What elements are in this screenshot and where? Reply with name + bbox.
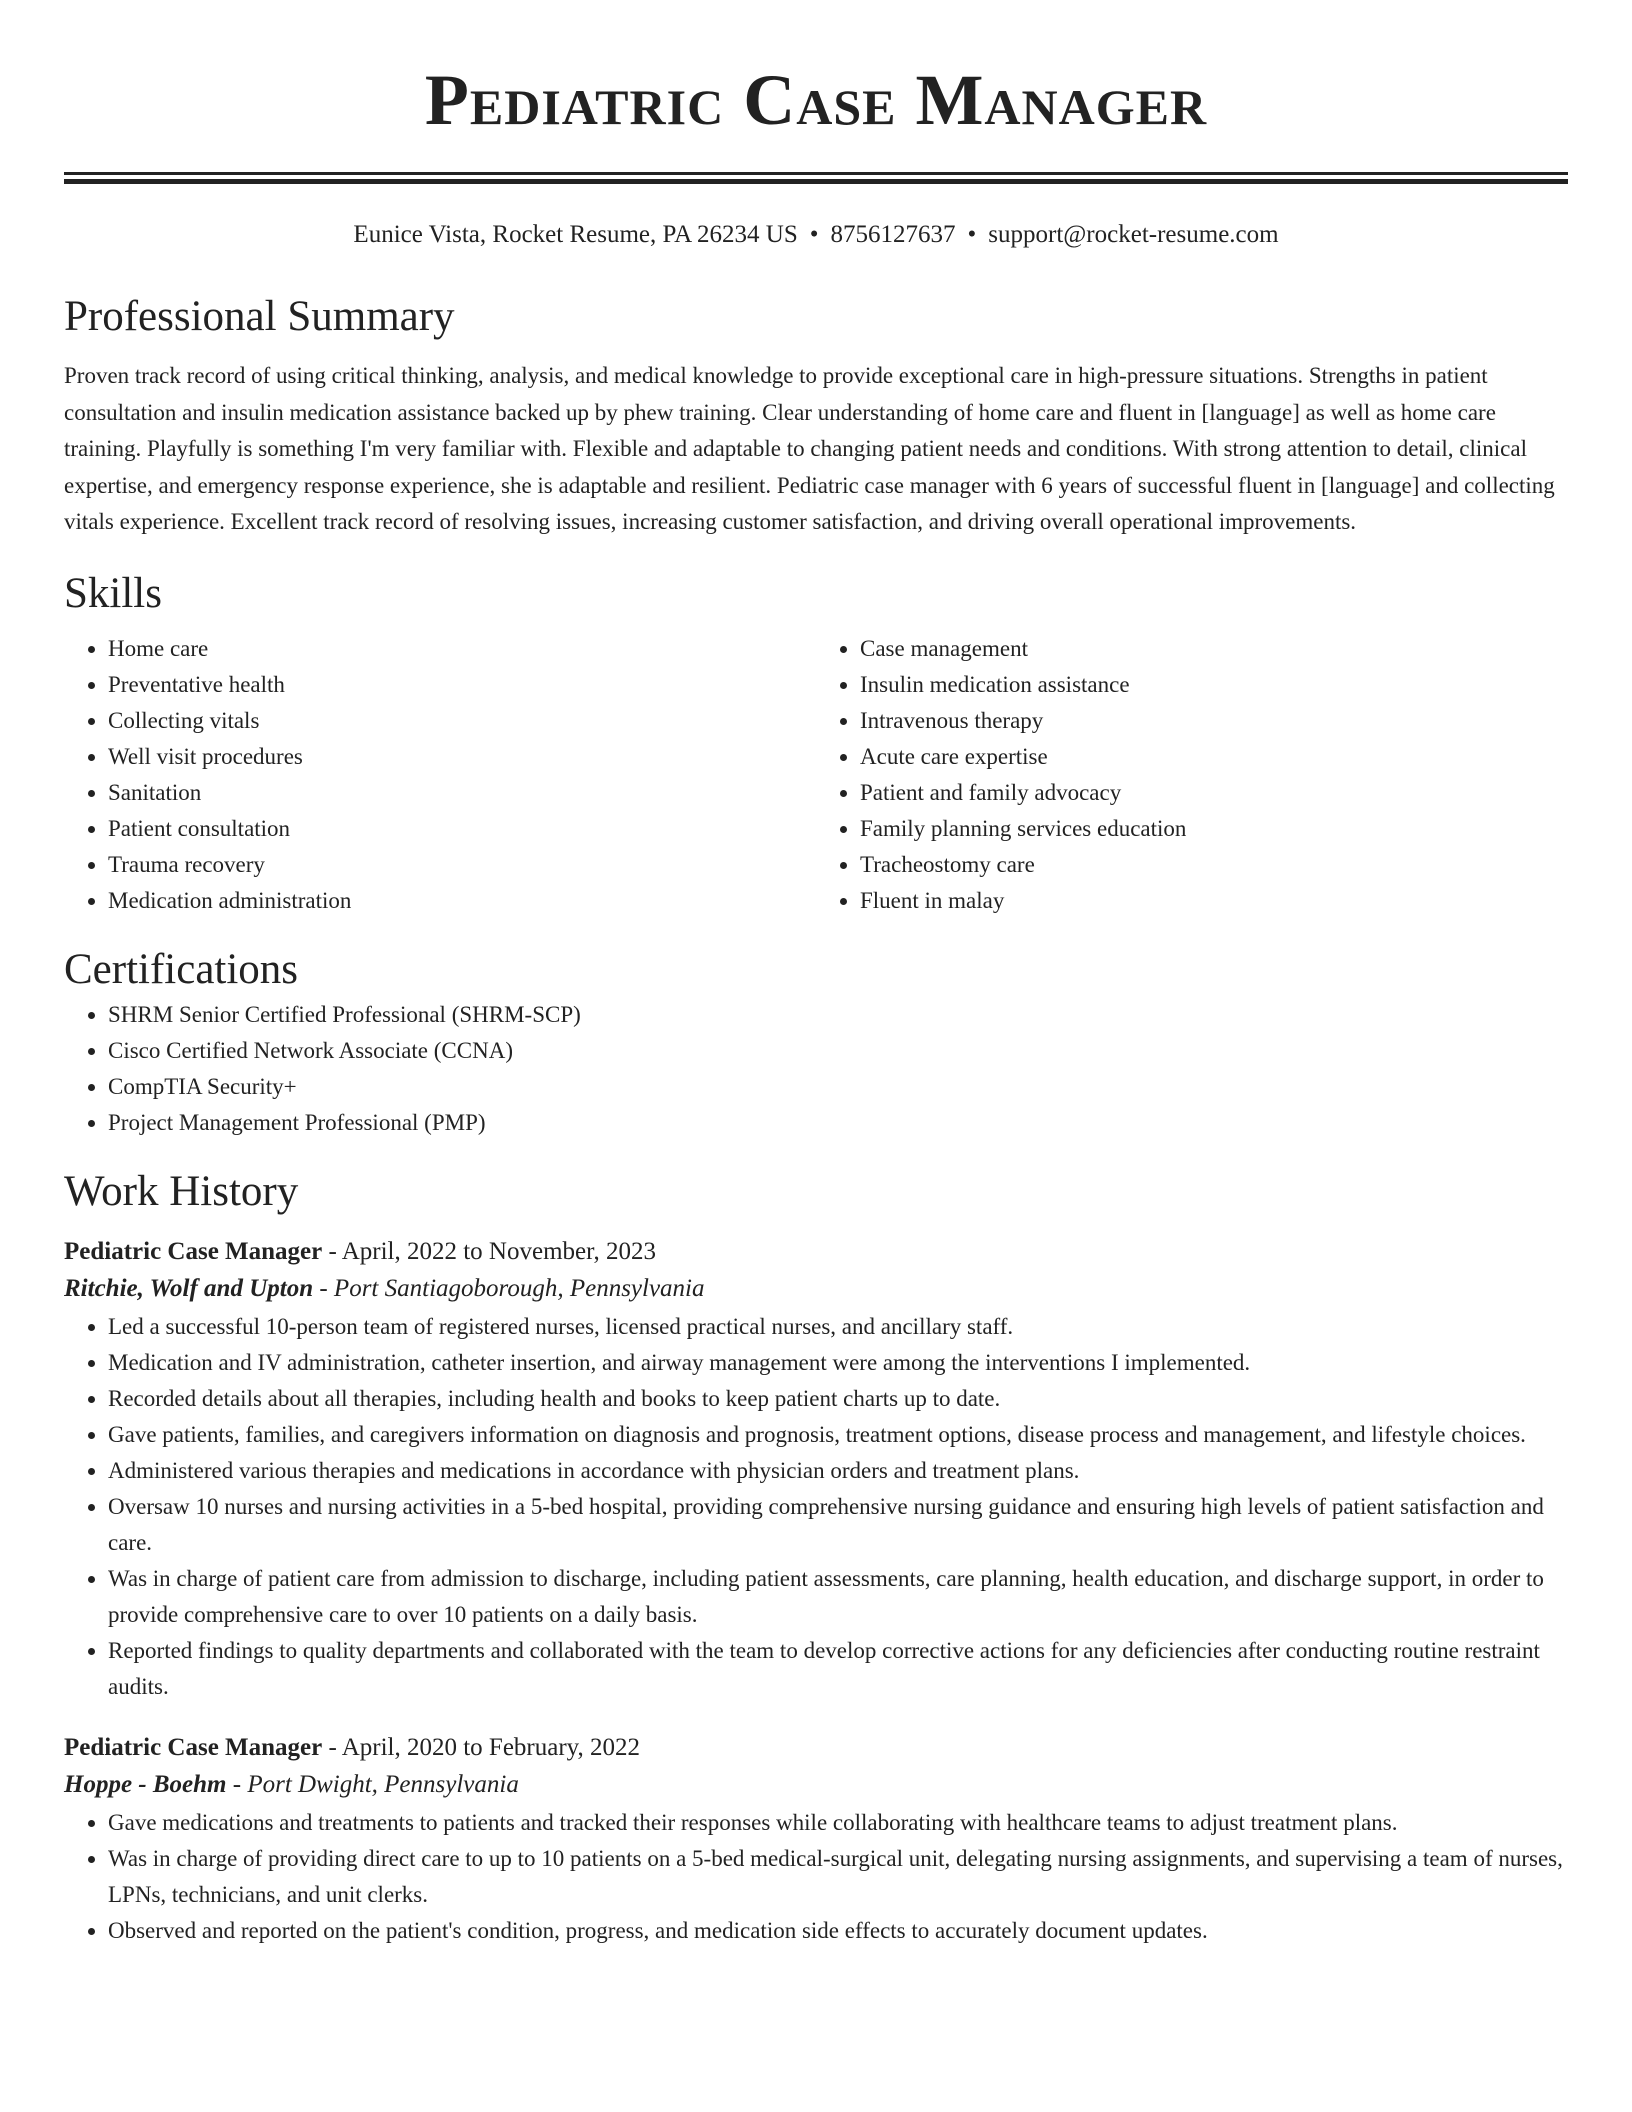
- company-name: Hoppe - Boehm: [64, 1770, 227, 1798]
- job-dates: - April, 2020 to February, 2022: [322, 1733, 641, 1761]
- job-duties-list: [64, 1805, 1568, 1949]
- contact-separator: •: [809, 221, 819, 248]
- summary-heading: Professional Summary: [64, 293, 455, 340]
- skill-item: • Family planning services education: [860, 811, 1568, 847]
- job-title-line: [64, 1235, 1568, 1269]
- skill-item: • Acute care expertise: [860, 739, 1568, 775]
- contact-phone: 8756127637: [830, 221, 956, 248]
- skill-item: • Home care: [108, 631, 816, 667]
- company-location: - Port Dwight, Pennsylvania: [226, 1770, 519, 1798]
- skills-columns: [64, 631, 1568, 919]
- skill-item: • Insulin medication assistance: [860, 667, 1568, 703]
- certification-item: • SHRM Senior Certified Professional (SHRM-SCP): [108, 997, 1568, 1033]
- job-title-line: [64, 1731, 1568, 1765]
- job-duties-list: [64, 1309, 1568, 1705]
- skill-item: • Patient and family advocacy: [860, 775, 1568, 811]
- skills-heading: Skills: [64, 569, 162, 617]
- certification-item: • CompTIA Security+: [108, 1069, 1568, 1105]
- certification-item: • Cisco Certified Network Associate (CCNA): [108, 1033, 1568, 1069]
- resume-title: Pediatric Case Manager: [424, 60, 1208, 140]
- job-duty-item: • Gave patients, families, and caregivers information on diagnosis and prognosis, treatment options, disease process and management, and lifestyle choices.: [108, 1417, 1568, 1453]
- summary-text: Proven track record of using critical thinking, analysis, and medical knowledge to provide exceptional care in high-pressure situations. Strengths in patient consultation and insulin medication assistance backed up by phew training. Clear understanding of home care and fluent in [language] as well as home care training. Playfully is something I'm very familiar with. Flexible and adaptable to changing patient needs and conditions. With strong attention to detail, clinical expertise, and emergency response experience, she is adaptable and resilient. Pediatric case manager with 6 years of successful fluent in [language] and collecting vitals experience. Excellent track record of resolving issues, increasing customer satisfaction, and driving overall operational improvements.: [64, 363, 1555, 534]
- job-entry: [64, 1731, 1568, 1949]
- job-title: Pediatric Case Manager: [64, 1733, 323, 1761]
- job-duty-item: • Was in charge of providing direct care to up to 10 patients on a 5-bed medical-surgical unit, delegating nursing assignments, and supervising a team of nurses, LPNs, technicians, and unit clerks.: [108, 1841, 1568, 1913]
- title-double-rule: [64, 172, 1568, 184]
- certification-item: • Project Management Professional (PMP): [108, 1105, 1568, 1141]
- skill-item: • Intravenous therapy: [860, 703, 1568, 739]
- job-duty-item: • Administered various therapies and medications in accordance with physician orders and treatment plans.: [108, 1453, 1568, 1489]
- job-duty-item: • Was in charge of patient care from admission to discharge, including patient assessments, care planning, health education, and discharge support, in order to provide comprehensive care to over 10 patients on a daily basis.: [108, 1561, 1568, 1633]
- job-title: Pediatric Case Manager: [64, 1237, 323, 1265]
- skill-item: • Tracheostomy care: [860, 847, 1568, 883]
- job-entry: [64, 1235, 1568, 1705]
- job-duty-item: • Medication and IV administration, catheter insertion, and airway management were among the interventions I implemented.: [108, 1345, 1568, 1381]
- company-location: - Port Santiagoborough, Pennsylvania: [313, 1274, 705, 1302]
- skill-item: • Preventative health: [108, 667, 816, 703]
- job-duty-item: • Oversaw 10 nurses and nursing activities in a 5-bed hospital, providing comprehensive nursing guidance and ensuring high levels of patient satisfaction and care.: [108, 1489, 1568, 1561]
- skill-item: • Well visit procedures: [108, 739, 816, 775]
- skill-item: • Trauma recovery: [108, 847, 816, 883]
- job-duty-item: • Reported findings to quality departments and collaborated with the team to develop corrective actions for any deficiencies after conducting routine restraint audits.: [108, 1633, 1568, 1705]
- company-name: Ritchie, Wolf and Upton: [64, 1274, 314, 1302]
- contact-separator: •: [967, 221, 977, 248]
- skill-item: • Fluent in malay: [860, 883, 1568, 919]
- contact-address: Eunice Vista, Rocket Resume, PA 26234 US: [353, 221, 798, 248]
- job-duty-item: • Observed and reported on the patient's condition, progress, and medication side effects to accurately document updates.: [108, 1913, 1568, 1949]
- skill-item: • Case management: [860, 631, 1568, 667]
- job-duty-item: • Led a successful 10-person team of registered nurses, licensed practical nurses, and ancillary staff.: [108, 1309, 1568, 1345]
- job-duty-item: • Recorded details about all therapies, including health and books to keep patient charts up to date.: [108, 1381, 1568, 1417]
- skills-right-list: [816, 631, 1568, 919]
- contact-line: [64, 218, 1568, 252]
- skill-item: • Sanitation: [108, 775, 816, 811]
- skills-left-list: [64, 631, 816, 919]
- skill-item: • Medication administration: [108, 883, 816, 919]
- certifications-list: [64, 997, 1568, 1141]
- company-line: [64, 1765, 1568, 1805]
- skill-item: • Patient consultation: [108, 811, 816, 847]
- certifications-heading: Certifications: [64, 945, 299, 993]
- work-history-heading: Work History: [64, 1167, 299, 1215]
- contact-email: support@rocket-resume.com: [988, 221, 1279, 248]
- company-line: [64, 1269, 1568, 1309]
- skill-item: • Collecting vitals: [108, 703, 816, 739]
- job-duty-item: • Gave medications and treatments to patients and tracked their responses while collaborating with healthcare teams to adjust treatment plans.: [108, 1805, 1568, 1841]
- job-dates: - April, 2022 to November, 2023: [322, 1237, 656, 1265]
